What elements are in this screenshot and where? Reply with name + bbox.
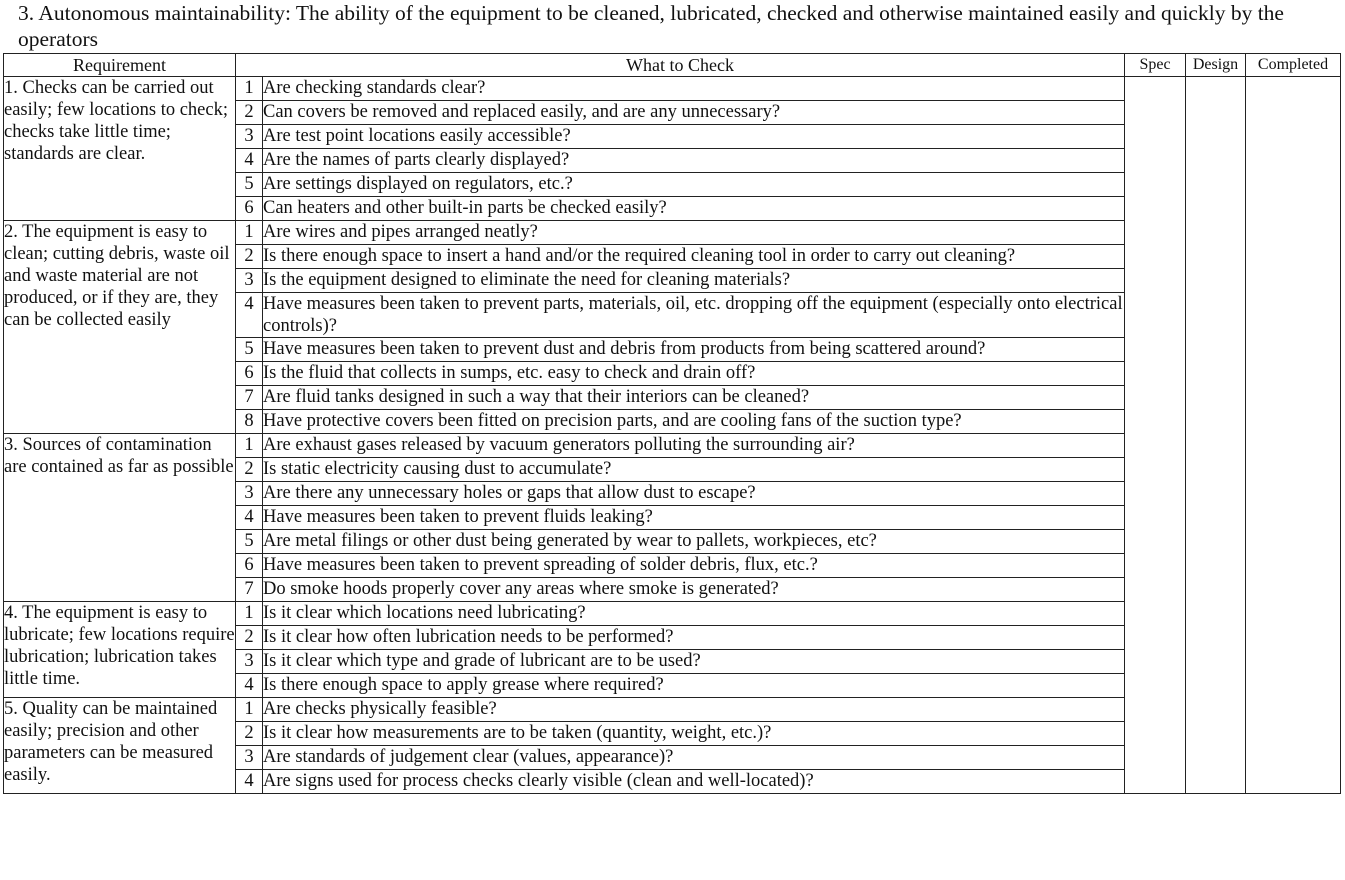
item-number: 4 [236, 770, 263, 794]
col-what-to-check: What to Check [236, 54, 1125, 77]
check-question: Are checking standards clear? [263, 77, 1125, 101]
item-number: 2 [236, 626, 263, 650]
item-number: 7 [236, 578, 263, 602]
item-number: 5 [236, 173, 263, 197]
check-question: Is the fluid that collects in sumps, etc. easy to check and drain off? [263, 362, 1125, 386]
spec-column-cell[interactable] [1125, 77, 1186, 794]
check-question: Is there enough space to insert a hand and/or the required cleaning tool in order to carry out cleaning? [263, 245, 1125, 269]
requirement-cell: 2. The equipment is easy to clean; cutting debris, waste oil and waste material are not produced, or if they are, they can be collected easily [4, 221, 236, 434]
header-row [4, 54, 1341, 77]
check-question: Is it clear how often lubrication needs to be performed? [263, 626, 1125, 650]
item-number: 2 [236, 245, 263, 269]
col-design: Design [1186, 54, 1246, 77]
check-question: Is the equipment designed to eliminate the need for cleaning materials? [263, 269, 1125, 293]
check-question: Are signs used for process checks clearly visible (clean and well-located)? [263, 770, 1125, 794]
check-question: Is it clear which type and grade of lubricant are to be used? [263, 650, 1125, 674]
item-number: 2 [236, 458, 263, 482]
item-number: 7 [236, 386, 263, 410]
col-completed: Completed [1246, 54, 1341, 77]
checklist-body [4, 77, 1341, 794]
check-question: Are the names of parts clearly displayed? [263, 149, 1125, 173]
item-number: 4 [236, 149, 263, 173]
item-number: 6 [236, 554, 263, 578]
col-requirement: Requirement [4, 54, 236, 77]
check-question: Are standards of judgement clear (values, appearance)? [263, 746, 1125, 770]
table-row [4, 77, 1341, 101]
item-number: 6 [236, 197, 263, 221]
item-number: 1 [236, 602, 263, 626]
checklist-table [3, 53, 1341, 794]
item-number: 4 [236, 293, 263, 338]
item-number: 1 [236, 698, 263, 722]
item-number: 2 [236, 101, 263, 125]
check-question: Have protective covers been fitted on precision parts, and are cooling fans of the suction type? [263, 410, 1125, 434]
requirement-cell: 1. Checks can be carried out easily; few locations to check; checks take little time; standards are clear. [4, 77, 236, 221]
requirement-cell: 4. The equipment is easy to lubricate; few locations require lubrication; lubrication takes little time. [4, 602, 236, 698]
check-question: Is it clear how measurements are to be taken (quantity, weight, etc.)? [263, 722, 1125, 746]
item-number: 2 [236, 722, 263, 746]
requirement-cell: 3. Sources of contamination are contained as far as possible [4, 434, 236, 602]
item-number: 1 [236, 221, 263, 245]
item-number: 5 [236, 530, 263, 554]
item-number: 4 [236, 506, 263, 530]
item-number: 8 [236, 410, 263, 434]
check-question: Can covers be removed and replaced easily, and are any unnecessary? [263, 101, 1125, 125]
check-question: Are metal filings or other dust being generated by wear to pallets, workpieces, etc? [263, 530, 1125, 554]
item-number: 6 [236, 362, 263, 386]
item-number: 1 [236, 434, 263, 458]
check-question: Have measures been taken to prevent spreading of solder debris, flux, etc.? [263, 554, 1125, 578]
item-number: 4 [236, 674, 263, 698]
check-question: Are there any unnecessary holes or gaps that allow dust to escape? [263, 482, 1125, 506]
check-question: Do smoke hoods properly cover any areas where smoke is generated? [263, 578, 1125, 602]
check-question: Are settings displayed on regulators, etc.? [263, 173, 1125, 197]
item-number: 3 [236, 269, 263, 293]
item-number: 3 [236, 482, 263, 506]
page-heading: 3. Autonomous maintainability: The ability of the equipment to be cleaned, lubricated, checked and otherwise maintained easily and quickly by the operators [18, 1, 1284, 51]
check-question: Is static electricity causing dust to accumulate? [263, 458, 1125, 482]
check-question: Have measures been taken to prevent dust and debris from products from being scattered around? [263, 338, 1125, 362]
design-column-cell[interactable] [1186, 77, 1246, 794]
item-number: 1 [236, 77, 263, 101]
check-question: Are wires and pipes arranged neatly? [263, 221, 1125, 245]
item-number: 3 [236, 125, 263, 149]
completed-column-cell[interactable] [1246, 77, 1341, 794]
check-question: Are exhaust gases released by vacuum generators polluting the surrounding air? [263, 434, 1125, 458]
item-number: 3 [236, 746, 263, 770]
check-question: Have measures been taken to prevent fluids leaking? [263, 506, 1125, 530]
item-number: 5 [236, 338, 263, 362]
check-question: Is it clear which locations need lubricating? [263, 602, 1125, 626]
requirement-cell: 5. Quality can be maintained easily; precision and other parameters can be measured easily. [4, 698, 236, 794]
check-question: Are test point locations easily accessible? [263, 125, 1125, 149]
check-question: Can heaters and other built-in parts be checked easily? [263, 197, 1125, 221]
col-spec: Spec [1125, 54, 1186, 77]
check-question: Are checks physically feasible? [263, 698, 1125, 722]
check-question: Are fluid tanks designed in such a way that their interiors can be cleaned? [263, 386, 1125, 410]
item-number: 3 [236, 650, 263, 674]
check-question: Is there enough space to apply grease where required? [263, 674, 1125, 698]
check-question: Have measures been taken to prevent parts, materials, oil, etc. dropping off the equipment (especially onto electrical controls)? [263, 294, 1123, 336]
